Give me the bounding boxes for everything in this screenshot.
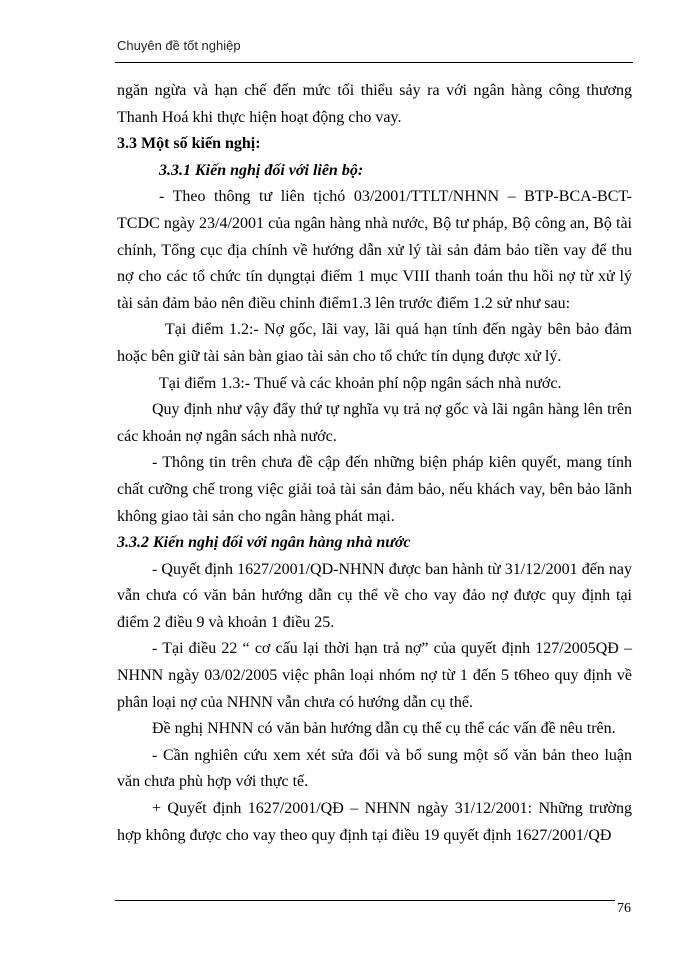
subsection-heading-3-3-1: 3.3.1 Kiến nghị đối với liên bộ:	[159, 161, 364, 179]
paragraph-diem-1-3: Tại điểm 1.3:- Thuế và các khoản phí nộp ngân sách nhà nước.	[159, 374, 562, 392]
paragraph-quyet-dinh-plus: + Quyết định 1627/2001/QĐ – NHNN ngày 31/12/2001: Những trường hợp không được cho vay theo quy định tại điều 19 quyết định 1627/2001/QĐ	[117, 800, 632, 844]
paragraph-dieu-22: - Tại điều 22 “ cơ cấu lại thời hạn trả nợ” của quyết định 127/2005QĐ – NHNN ngày 03/02/2005 việc phân loại nhóm nợ từ 1 đến 5 t6heo quy định về phân loại nợ của NHNN vẫn chưa có hướng dẫn cụ thể.	[117, 640, 632, 711]
page-number: 76	[617, 901, 631, 916]
running-header-title: Chuyên đề tốt nghiệp	[117, 38, 241, 53]
paragraph-quyet-dinh-1627: - Quyết định 1627/2001/QD-NHNN được ban hành từ 31/12/2001 đến nay vẫn chưa có văn bản hướng dẫn cụ thể về cho vay đảo nợ được quy định tại điểm 2 điều 9 và khoản 1 điều 25.	[117, 560, 632, 631]
section-heading-3-3: 3.3 Một số kiến nghị:	[117, 135, 261, 153]
paragraph-de-nghi: Đề nghị NHNN có văn bản hướng dẫn cụ thể cụ thể các vấn đề nêu trên.	[152, 720, 616, 738]
paragraph-thong-tu: - Theo thông tư liên tịchó 03/2001/TTLT/NHNN – BTP-BCA-BCT-TCDC ngày 23/4/2001 của ngân hàng nhà nước, Bộ tư pháp, Bộ công an, Bộ tài chính, Tổng cục địa chính về hướng dẫn xử lý tài sản đảm bảo tiền vay để thu nợ cho các tổ chức tín dụngtại điểm 1 mục VIII thanh toán thu hồi nợ từ xử lý tài sản đảm bảo nên điều chỉnh điểm1.3 lên trước điểm 1.2 sử như sau:	[117, 188, 632, 312]
paragraph-intro: ngăn ngừa và hạn chế đến mức tối thiểu sảy ra với ngân hàng công thương Thanh Hoá khi thực hiện hoạt động cho vay.	[117, 82, 632, 126]
paragraph-can-nghien-cuu: - Cần nghiên cứu xem xét sửa đổi và bổ sung một số văn bản theo luận văn chưa phù hợp với thực tế.	[117, 746, 632, 791]
header-divider	[115, 62, 633, 63]
paragraph-quy-dinh: Quy định như vậy đẩy thứ tự nghĩa vụ trả nợ gốc và lãi ngân hàng lên trên các khoản nợ ngân sách nhà nước.	[117, 401, 632, 445]
paragraph-diem-1-2: Tại điểm 1.2:- Nợ gốc, lãi vay, lãi quá hạn tính đến ngày bên bảo đảm hoặc bên giữ tài sản bàn giao tài sản cho tổ chức tín dụng được xử lý.	[117, 321, 632, 365]
subsection-heading-3-3-2: 3.3.2 Kiến nghị đối với ngân hàng nhà nước	[117, 534, 411, 552]
page-body	[117, 78, 632, 849]
footer-divider	[115, 900, 615, 901]
paragraph-thong-tin: - Thông tin trên chưa đề cập đến những biện pháp kiên quyết, mang tính chất cưỡng chế trong việc giải toả tài sản đảm bảo, nếu khách vay, bên bảo lãnh không giao tài sản cho ngân hàng phát mại.	[117, 454, 632, 525]
